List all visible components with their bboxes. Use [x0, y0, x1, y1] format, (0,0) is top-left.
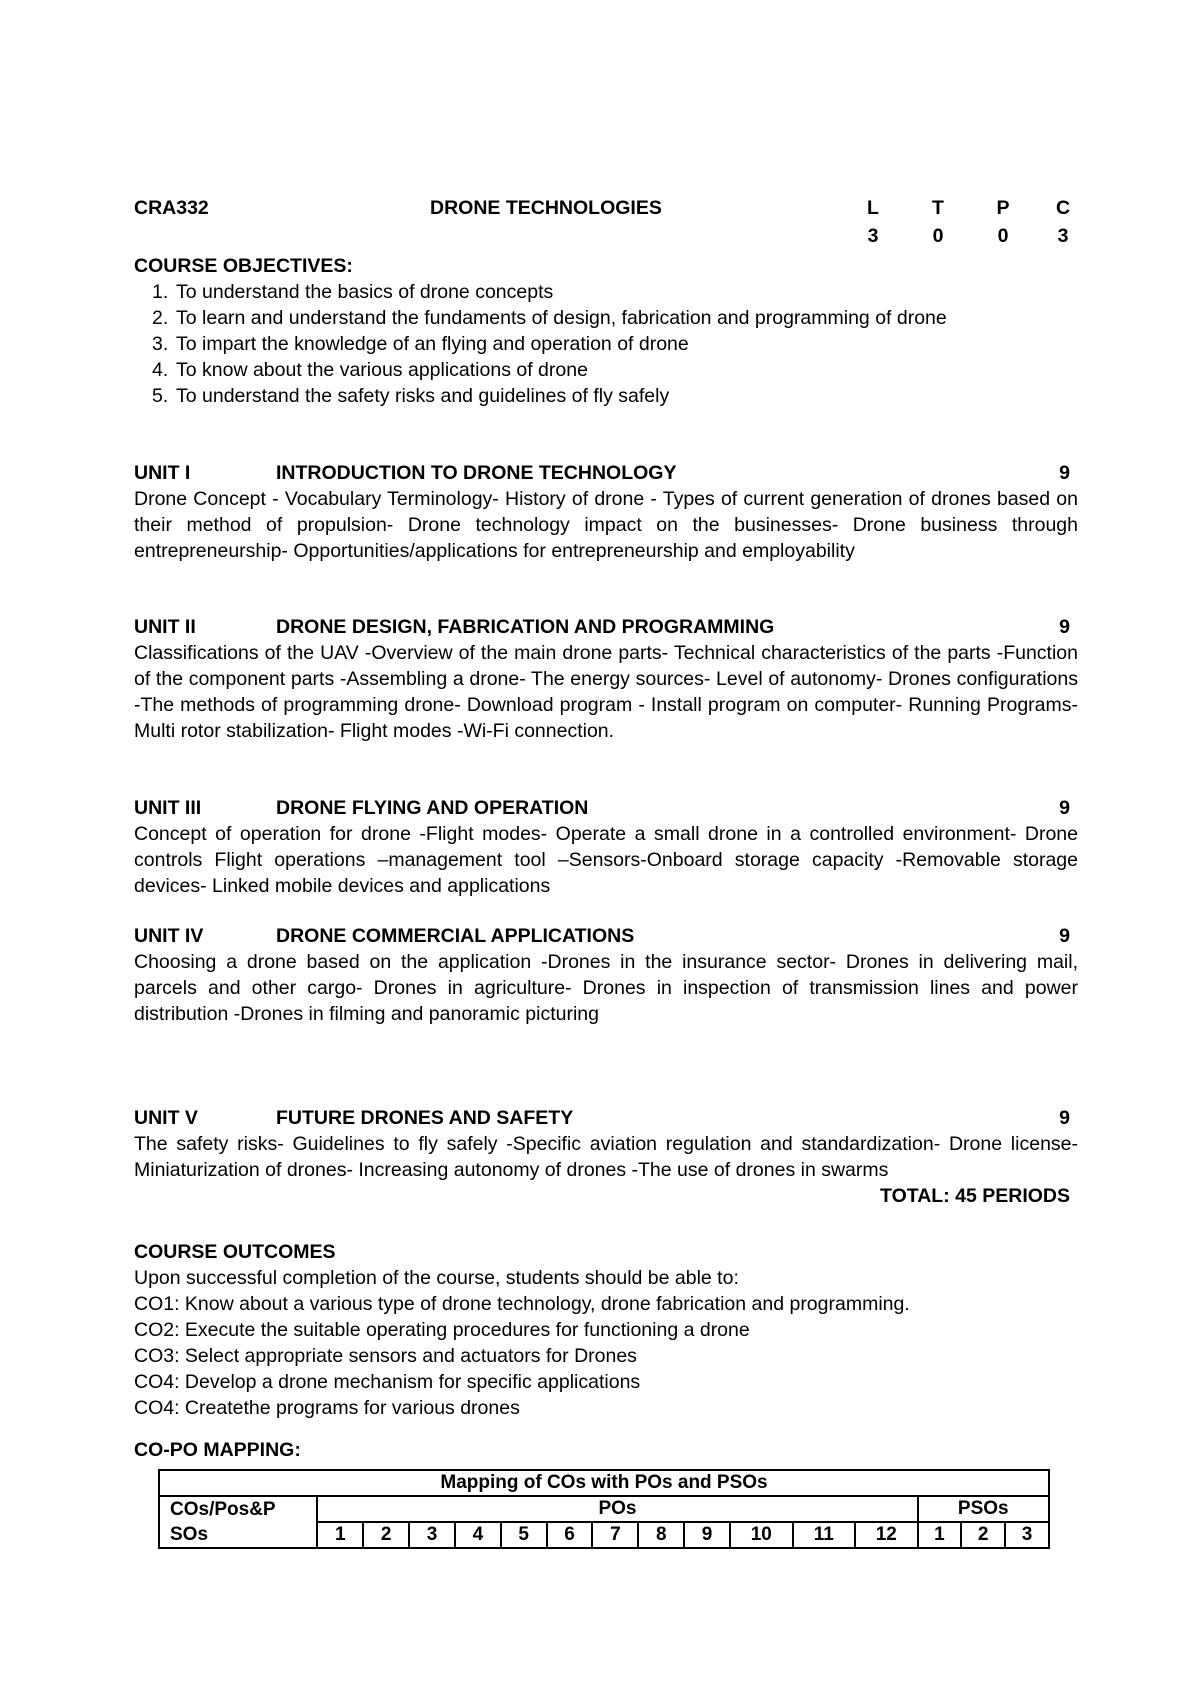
ltpc-value-l: 3: [867, 225, 879, 247]
list-item: [134, 279, 1078, 305]
outcome-item: CO4: Develop a drone mechanism for specific applications: [134, 1371, 641, 1393]
unit-title: FUTURE DRONES AND SAFETY: [276, 1107, 574, 1129]
po-number: 6: [547, 1522, 593, 1548]
unit-1: [134, 460, 1078, 564]
unit-hours: 9: [1059, 462, 1070, 484]
course-objectives: [134, 253, 1078, 409]
ltpc-label-t: T: [932, 197, 944, 219]
unit-title: DRONE COMMERCIAL APPLICATIONS: [276, 925, 635, 947]
ltpc-label-p: P: [996, 197, 1010, 219]
po-number: 3: [409, 1522, 455, 1548]
course-code: CRA332: [134, 197, 209, 219]
unit-4: [134, 923, 1078, 1027]
outcome-item: CO2: Execute the suitable operating procedures for functioning a drone: [134, 1319, 750, 1341]
unit-heading: [134, 923, 1078, 949]
objectives-list: [134, 279, 1078, 409]
outcome-item: CO4: Createthe programs for various drones: [134, 1397, 520, 1419]
po-number: 11: [793, 1522, 856, 1548]
mapping-heading: CO-PO MAPPING:: [134, 1439, 301, 1461]
table-row: [159, 1522, 1049, 1548]
item-number: 4.: [152, 359, 169, 381]
unit-label: UNIT I: [134, 462, 191, 484]
unit-3: [134, 795, 1078, 899]
outcomes-intro: Upon successful completion of the course, students should be able to:: [134, 1267, 739, 1289]
outcome-item: CO1: Know about a various type of drone technology, drone fabrication and programming.: [134, 1293, 910, 1315]
ltpc-value-c: 3: [1057, 225, 1069, 247]
course-title: DRONE TECHNOLOGIES: [430, 197, 662, 219]
po-number: 9: [684, 1522, 730, 1548]
ltpc-value-t: 0: [932, 225, 944, 247]
unit-body: Concept of operation for drone -Flight modes- Operate a small drone in a controlled environment- Drone controls Flight operations –management tool –Sensors-Onboard storage capacity -Removable storage devices- Linked mobile devices and applications: [134, 823, 1078, 897]
list-item: [134, 357, 1078, 383]
list-item: [134, 383, 1078, 409]
unit-label: UNIT III: [134, 797, 202, 819]
unit-label: UNIT V: [134, 1107, 198, 1129]
unit-title: INTRODUCTION TO DRONE TECHNOLOGY: [276, 462, 677, 484]
po-number: 8: [638, 1522, 684, 1548]
list-item: [134, 331, 1078, 357]
ltpc-label-l: L: [867, 197, 879, 219]
unit-hours: 9: [1059, 1107, 1070, 1129]
row-label-bottom: SOs: [159, 1522, 317, 1548]
item-text: To understand the basics of drone concepts: [176, 281, 554, 303]
unit-body: Classifications of the UAV -Overview of the main drone parts- Technical characteristics of the parts -Function of the component parts -Assembling a drone- The energy sources- Level of autonomy- Drones configurations -The methods of programming drone- Download program - Install program on computer- Running Programs- Multi rotor stabilization- Flight modes -Wi-Fi connection.: [134, 642, 1078, 742]
unit-heading: [134, 795, 1078, 821]
table-title: Mapping of COs with POs and PSOs: [159, 1470, 1049, 1496]
pso-number: 3: [1005, 1522, 1049, 1548]
unit-hours: 9: [1059, 797, 1070, 819]
unit-label: UNIT II: [134, 616, 196, 638]
outcomes-heading: COURSE OUTCOMES: [134, 1241, 336, 1263]
ltpc-value-p: 0: [997, 225, 1009, 247]
course-outcomes: [134, 1239, 1078, 1421]
po-number: 7: [592, 1522, 638, 1548]
unit-label: UNIT IV: [134, 925, 204, 947]
item-number: 1.: [152, 281, 169, 303]
pso-number: 2: [961, 1522, 1005, 1548]
unit-heading: [134, 1105, 1078, 1131]
unit-hours: 9: [1059, 925, 1070, 947]
row-label-top: COs/Pos&P: [159, 1496, 317, 1522]
po-number: 12: [855, 1522, 918, 1548]
unit-body: Choosing a drone based on the application -Drones in the insurance sector- Drones in delivering mail, parcels and other cargo- Drones in agriculture- Drones in inspection of transmission lines and power distribution -Drones in filming and panoramic picturing: [134, 951, 1078, 1025]
unit-title: DRONE FLYING AND OPERATION: [276, 797, 589, 819]
course-header: [134, 197, 1078, 253]
unit-body: Drone Concept - Vocabulary Terminology- History of drone - Types of current generation of drones based on their method of propulsion- Drone technology impact on the businesses- Drone business through entrepreneurship- Opportunities/applications for entrepreneurship and employability: [134, 488, 1078, 562]
pos-group-header: POs: [317, 1496, 917, 1522]
outcome-item: CO3: Select appropriate sensors and actuators for Drones: [134, 1345, 637, 1367]
po-number: 4: [455, 1522, 501, 1548]
unit-5: [134, 1105, 1078, 1209]
unit-body: The safety risks- Guidelines to fly safely -Specific aviation regulation and standardization- Drone license- Miniaturization of drones- Increasing autonomy of drones -The use of drones in swarms: [134, 1133, 1078, 1181]
item-number: 5.: [152, 385, 169, 407]
item-number: 2.: [152, 307, 169, 329]
item-text: To know about the various applications of drone: [176, 359, 588, 381]
pso-number: 1: [918, 1522, 962, 1548]
item-text: To impart the knowledge of an flying and operation of drone: [176, 333, 689, 355]
unit-hours: 9: [1059, 616, 1070, 638]
co-po-mapping-table: [158, 1469, 1050, 1549]
po-number: 1: [317, 1522, 363, 1548]
objectives-heading: COURSE OBJECTIVES:: [134, 255, 353, 277]
psos-group-header: PSOs: [918, 1496, 1049, 1522]
total-periods: TOTAL: 45 PERIODS: [880, 1185, 1070, 1207]
unit-heading: [134, 460, 1078, 486]
unit-title: DRONE DESIGN, FABRICATION AND PROGRAMMING: [276, 616, 775, 638]
item-number: 3.: [152, 333, 169, 355]
ltpc-label-c: C: [1055, 197, 1071, 219]
po-number: 10: [730, 1522, 793, 1548]
unit-heading: [134, 614, 1078, 640]
item-text: To learn and understand the fundaments of design, fabrication and programming of drone: [176, 307, 947, 329]
po-number: 2: [363, 1522, 409, 1548]
unit-2: [134, 614, 1078, 744]
table-row: [159, 1470, 1049, 1496]
po-number: 5: [501, 1522, 547, 1548]
list-item: [134, 305, 1078, 331]
table-row: [159, 1496, 1049, 1522]
item-text: To understand the safety risks and guidelines of fly safely: [176, 385, 670, 407]
